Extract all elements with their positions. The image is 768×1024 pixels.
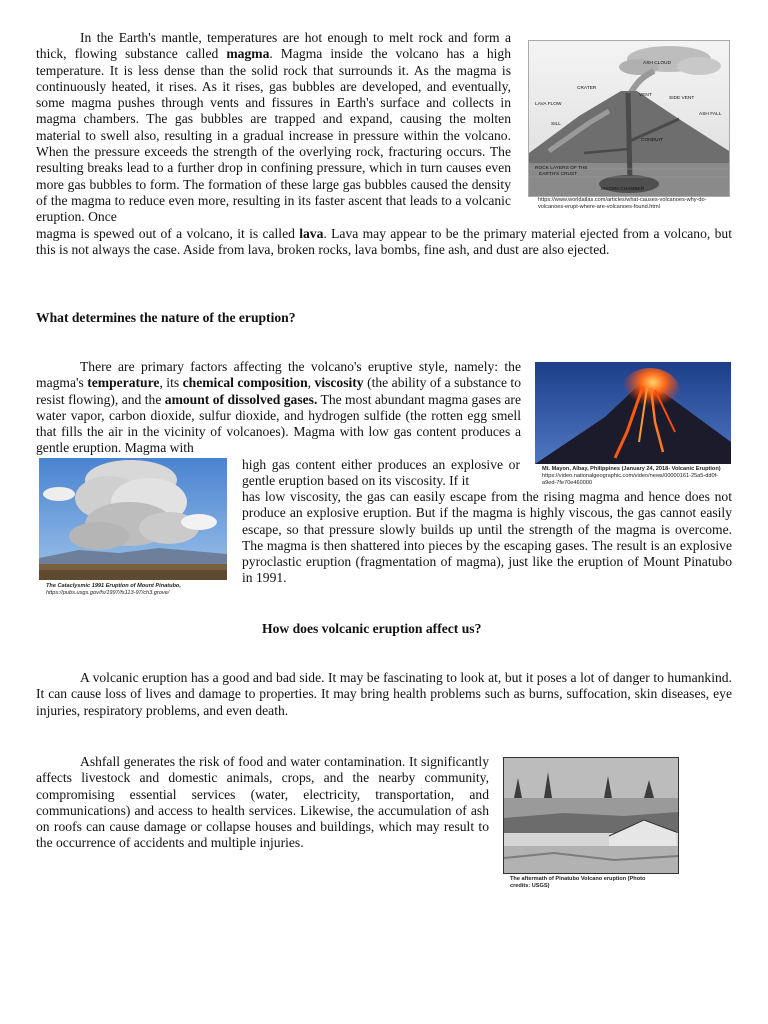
- paragraph-lava: magma is spewed out of a volcano, it is called lava. Lava may appear to be the primary material ejected from a volcano, but this is not always the case. Aside from lava, broken rocks, lava bombs, fine ash, and dust are also ejected.: [36, 226, 732, 258]
- heading-nature-of-eruption: What determines the nature of the eruption?: [36, 310, 296, 325]
- pinatubo-eruption-photo: [39, 458, 227, 580]
- label-rock-layers-1: ROCK LAYERS OF THE: [535, 166, 588, 171]
- volcano-diagram-figure: [528, 40, 730, 197]
- heading-volcanic-effects: How does volcanic eruption affect us?: [262, 621, 482, 636]
- term-viscosity: viscosity: [314, 375, 364, 391]
- label-magma-chamber: MAGMA CHAMBER: [601, 187, 645, 192]
- volcano-diagram: [529, 41, 729, 196]
- label-lava-flow: LAVA FLOW: [535, 102, 562, 107]
- mayon-caption: Mt. Mayon, Albay, Philippines (January 24, 2018- Volcanic Eruption) https://video.nationalgeographic.com/video/news/00000161-25a5-dd0f-a9ed-7fe70e460000: [542, 466, 721, 486]
- label-sill: SILL: [551, 122, 561, 127]
- paragraph-gas-content: high gas content either produces an explosive or gentle eruption based on its viscosity. If it: [242, 457, 520, 489]
- label-vent: VENT: [639, 93, 652, 98]
- paragraph-ashfall: Ashfall generates the risk of food and water contamination. It significantly affects livestock and domestic animals, crops, and the nearby community, compromising essential services (water, electricity, transportation, and communications) and access to health services. Likewise, the accumulation of ash on roofs can cause damage or collapse houses and buildings, which may result to the occurrence of accidents and multiple injuries.: [36, 754, 489, 851]
- aftermath-caption: The aftermath of Pinatubo Volcano eruption (Photo credits: USGS): [510, 876, 646, 889]
- mayon-eruption-photo: [535, 362, 731, 464]
- pinatubo-caption: The Cataclysmic 1991 Eruption of Mount Pinatubo, https://pubs.usgs.gov/fs/1997/fs113-97/ch3.grove/: [46, 583, 181, 596]
- mayon-eruption-image: [535, 362, 731, 464]
- label-side-vent: SIDE VENT: [669, 96, 695, 101]
- term-dissolved-gases: amount of dissolved gases.: [164, 391, 318, 407]
- label-crater: CRATER: [577, 86, 597, 91]
- label-ash-fall: ASH FALL: [699, 112, 722, 117]
- paragraph-good-and-bad: A volcanic eruption has a good and bad side. It may be fascinating to look at, but it poses a lot of danger to humankind. It can cause loss of lives and damage to properties. It may bring health problems such as burns, suffocation, skin diseases, eye injuries, respiratory problems, and even death.: [36, 670, 732, 718]
- pinatubo-eruption-image: [39, 458, 227, 580]
- volcano-diagram-caption: https://www.worldatlas.com/articles/what-causes-volcanoes-why-do-volcanoes-erupt-where-are-volcanoes-found.html: [538, 197, 707, 210]
- paragraph-magma-intro: In the Earth's mantle, temperatures are hot enough to melt rock and form a thick, flowing substance called magma. Magma inside the volcano has a high temperature. It is less dense than the solid rock that surrounds it. As the magma is continuously heated, it rises. As it rises, gas bubbles are developed, and eventually, some magma pushes through vents and fissures in Earth's surface and collects in magma chambers. The gas bubbles are trapped and expand, causing the molten material to swell also, resulting in a gradual increase in pressure within the volcano. When the pressure exceeds the strength of the overlying rock, fracturing occurs. The resulting breaks lead to a further drop in confining pressure, which in turn causes even more gas bubbles to form. The formation of these large gas bubbles caused the density of the magma to reduce even more, resulting in its faster ascent that leads to a volcanic eruption. Once: [36, 30, 511, 225]
- term-chemical-composition: chemical composition: [182, 375, 308, 391]
- label-conduit: CONDUIT: [641, 138, 663, 143]
- paragraph-eruptive-factors: There are primary factors affecting the volcano's eruptive style, namely: the magma's temperature, its chemical composition, viscosity (the ability of a substance to resist flowing), and the amount of dissolved gases. The most abundant magma gases are water vapor, carbon dioxide, sulfur dioxide, and hydrogen sulfide (the rotten egg smell that fills the air in the vicinity of volcanoes). Magma with low gas content produces a gentle eruption. Magma with: [36, 359, 522, 456]
- paragraph-viscosity-effect: has low viscosity, the gas can easily escape from the rising magma and hence does not produce an explosive eruption. But if the magma is highly viscous, the gas cannot easily escape, so that pressure slowly builds up until the strength of the magma is overcome. The magma is then shattered into pieces by the escaping gases. The result is an explosive pyroclastic eruption (fragmentation of magma), just like the eruption of Mount Pinatubo in 1991.: [242, 489, 732, 586]
- pinatubo-aftermath-photo: [503, 757, 679, 874]
- term-lava: lava: [299, 226, 324, 241]
- pinatubo-aftermath-image: [504, 758, 678, 873]
- term-magma: magma: [226, 46, 270, 62]
- label-ash-cloud: ASH CLOUD: [643, 61, 671, 66]
- label-rock-layers-2: EARTH'S CRUST: [539, 172, 578, 177]
- term-temperature: temperature: [87, 375, 160, 391]
